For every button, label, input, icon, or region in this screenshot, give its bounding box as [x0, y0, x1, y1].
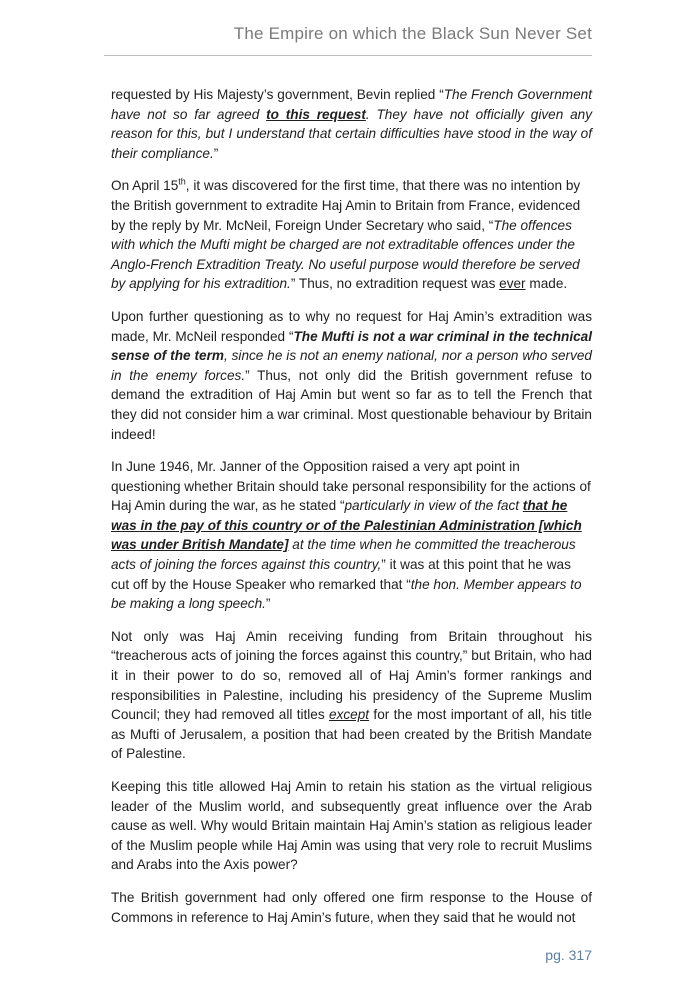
- paragraph-7: [111, 888, 592, 927]
- text-run: for the most important of all, his title as Mufti of Jerusalem, a position that had been created by the British Mandate of Palestine.: [111, 707, 592, 762]
- paragraph-3: [111, 307, 592, 444]
- paragraph-5: [111, 627, 592, 764]
- text-run: ”: [213, 145, 219, 161]
- emphasis: The Mufti is not a war criminal in the technical sense of the term: [111, 328, 592, 364]
- paragraph-4: [111, 457, 592, 614]
- emphasis: except: [329, 707, 370, 723]
- paragraph-6: [111, 777, 592, 875]
- text-run: ”: [265, 596, 271, 612]
- text-run: The British government had only offered one firm response to the House of Commons in reference to Haj Amin’s future, when they said that he would not: [111, 889, 592, 925]
- text-run: requested by His Majesty’s government, Bevin replied “: [111, 87, 444, 102]
- body-text: [111, 85, 592, 940]
- quote: particularly in view of the fact: [344, 498, 523, 514]
- text-run: made.: [525, 276, 568, 292]
- text-run: ” it was at this point that he was cut off by the House Speaker who remarked that “: [111, 557, 571, 592]
- paragraph-1: [111, 85, 592, 163]
- quote: The French Government have not so far agreed: [111, 87, 592, 122]
- emphasis: ever: [499, 276, 526, 292]
- text-run: Upon further questioning as to why no request for Haj Amin’s extradition was made, Mr. McNeil responded “: [111, 308, 592, 344]
- quote: . They have not officially given any reason for this, but I understand that certain difficulties have stood in the way of their compliance.: [111, 106, 593, 161]
- text-run: , it was discovered for the first time, that there was no intention by the British government to extradite Haj Amin to Britain from France, evidenced by the reply by Mr. McNeil, Foreign Under Secretary who said, “: [111, 178, 581, 233]
- quote: the hon. Member appears to be making a long speech.: [111, 576, 582, 612]
- text-run: In June 1946, Mr. Janner of the Opposition raised a very apt point in questioning whether Britain should take personal responsibility for the actions of Haj Amin during the war, as he stated “: [111, 459, 591, 514]
- emphasis: to this request: [266, 106, 366, 122]
- text-run: Not only was Haj Amin receiving funding from Britain throughout his “treacherous acts of joining the forces against this country,” but Britain, who had it in their power to do so, removed all of Haj Amin’s former rankings and responsibilities in Palestine, including his presidency of the Supreme Muslim Council; they had removed all titles: [111, 628, 592, 723]
- text-run: On April 15: [111, 178, 179, 194]
- text-run: ” Thus, not only did the British government refuse to demand the extradition of Haj Amin but went so far as to tell the French that they did not consider him a war criminal. Most questionable behaviour by Britain indeed!: [111, 367, 592, 442]
- paragraph-2: [111, 176, 592, 294]
- quote: The offences with which the Mufti might be charged are not extraditable offences under the Anglo-French Extradition Treaty. No useful purpose would therefore be served by applying for his extradition.: [111, 217, 580, 292]
- text-run: ” Thus, no extradition request was: [290, 276, 500, 292]
- header-divider: [104, 55, 592, 56]
- page-number: pg. 317: [545, 947, 592, 963]
- quote: at the time when he committed the treacherous acts of joining the forces against this country,: [111, 537, 576, 573]
- running-header: The Empire on which the Black Sun Never Set: [233, 24, 592, 43]
- text-run: Keeping this title allowed Haj Amin to retain his station as the virtual religious leader of the Muslim world, and subsequently great influence over the Arab cause as well. Why would Britain maintain Haj Amin’s station as religious leader of the Muslim people while Haj Amin was using that very role to recruit Muslims and Arabs into the Axis power?: [111, 779, 592, 873]
- quote: , since he is not an enemy national, nor a person who served in the enemy forces.: [111, 348, 592, 383]
- emphasis: that he was in the pay of this country or of the Palestinian Administration [which was under British Mandate]: [111, 498, 582, 553]
- superscript: th: [178, 176, 186, 187]
